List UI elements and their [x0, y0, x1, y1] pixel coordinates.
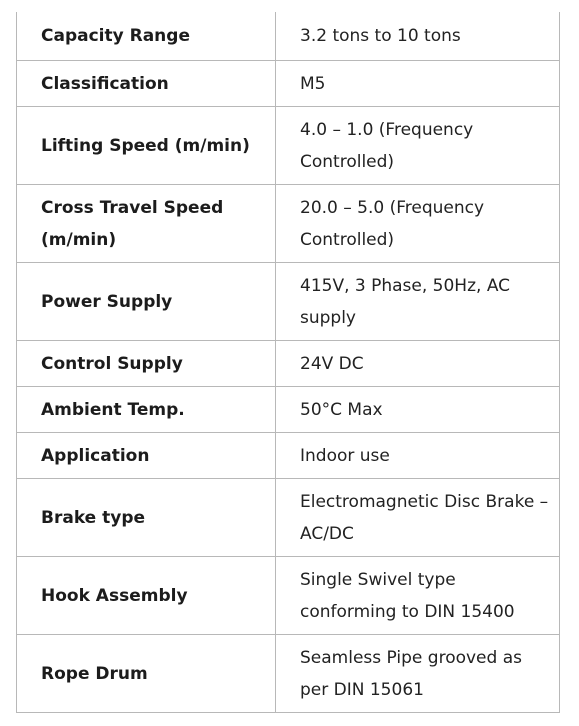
- spec-value-application: Indoor use: [276, 433, 560, 479]
- spec-label-power-supply: Power Supply: [17, 263, 276, 341]
- spec-value-power-supply: 415V, 3 Phase, 50Hz, AC supply: [276, 263, 560, 341]
- table-row: [17, 341, 560, 387]
- spec-value-rope-drum: Seamless Pipe grooved as per DIN 15061: [276, 635, 560, 713]
- table-row: [17, 185, 560, 263]
- table-row: [17, 12, 560, 61]
- specifications-table: [16, 12, 560, 713]
- spec-value-hook-assembly: Single Swivel type conforming to DIN 15400: [276, 557, 560, 635]
- table-row: [17, 387, 560, 433]
- table-row: [17, 263, 560, 341]
- spec-label-control-supply: Control Supply: [17, 341, 276, 387]
- spec-value-classification: M5: [276, 61, 560, 107]
- spec-value-cross-travel-speed: 20.0 – 5.0 (Frequency Controlled): [276, 185, 560, 263]
- spec-label-hook-assembly: Hook Assembly: [17, 557, 276, 635]
- spec-value-brake-type: Electromagnetic Disc Brake – AC/DC: [276, 479, 560, 557]
- spec-label-brake-type: Brake type: [17, 479, 276, 557]
- spec-label-application: Application: [17, 433, 276, 479]
- table-row: [17, 557, 560, 635]
- spec-value-lifting-speed: 4.0 – 1.0 (Frequency Controlled): [276, 107, 560, 185]
- spec-value-capacity-range: 3.2 tons to 10 tons: [276, 12, 560, 61]
- spec-value-control-supply: 24V DC: [276, 341, 560, 387]
- table-row: [17, 479, 560, 557]
- spec-label-classification: Classification: [17, 61, 276, 107]
- table-row: [17, 61, 560, 107]
- table-row: [17, 433, 560, 479]
- spec-value-ambient-temp: 50°C Max: [276, 387, 560, 433]
- spec-label-capacity-range: Capacity Range: [17, 12, 276, 61]
- spec-label-lifting-speed: Lifting Speed (m/min): [17, 107, 276, 185]
- table-row: [17, 635, 560, 713]
- spec-label-cross-travel-speed: Cross Travel Speed (m/min): [17, 185, 276, 263]
- table-row: [17, 107, 560, 185]
- spec-label-ambient-temp: Ambient Temp.: [17, 387, 276, 433]
- spec-label-rope-drum: Rope Drum: [17, 635, 276, 713]
